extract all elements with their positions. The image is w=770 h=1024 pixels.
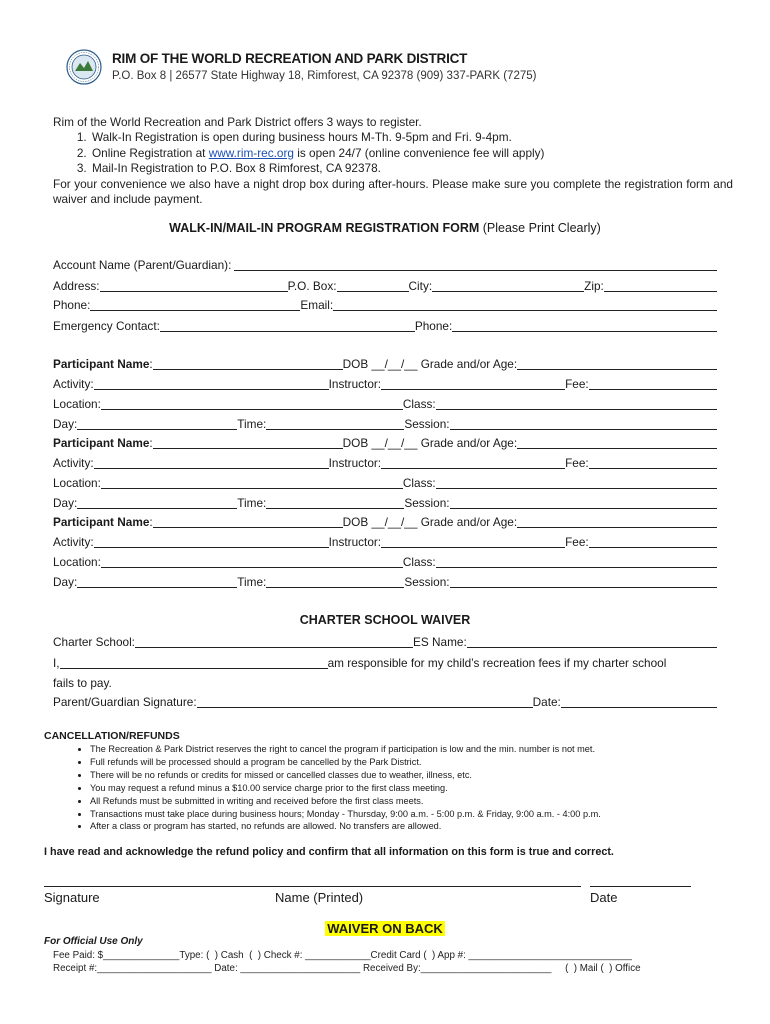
signature-name-line[interactable]	[44, 886, 581, 887]
organization-address: P.O. Box 8 | 26577 State Highway 18, Rimforest, CA 92378 (909) 337-PARK (7275)	[112, 70, 537, 82]
emergency-phone-field[interactable]	[452, 319, 717, 332]
charter-school-row: Charter School: ES Name:	[53, 633, 717, 649]
day-field[interactable]	[77, 496, 237, 509]
grade-age-field[interactable]	[517, 515, 717, 528]
address-row: Address: P.O. Box: City: Zip:	[53, 277, 717, 293]
list-item: • All Refunds must be submitted in writing and received before the first class meets.	[90, 795, 750, 808]
activity-field[interactable]	[94, 535, 329, 548]
district-seal-logo	[66, 49, 102, 85]
participant-3-name-row: Participant Name: DOB __/__/__ Grade and/or Age:	[53, 513, 717, 529]
list-item: • You may request a refund minus a $10.00 service charge prior to the first class meeting.	[90, 782, 750, 795]
participant-2-name-row: Participant Name: DOB __/__/__ Grade and/or Age:	[53, 434, 717, 450]
list-item: • After a class or program has started, no refunds are allowed. No transfers are allowed.	[90, 820, 750, 833]
guardian-name-field[interactable]	[60, 656, 328, 669]
participant-name-field[interactable]	[153, 515, 343, 528]
list-item: 1. Walk-In Registration is open during business hours M-Th. 9-5pm and Fri. 9-4pm.	[90, 130, 733, 145]
participant-2-location-row: Location: Class:	[53, 474, 717, 490]
address-field[interactable]	[100, 279, 288, 292]
intro-text	[53, 115, 733, 207]
list-item: 3. Mail-In Registration to P.O. Box 8 Rimforest, CA 92378.	[90, 161, 733, 176]
participant-1-name-row: Participant Name: DOB __/__/__ Grade and/or Age:	[53, 355, 717, 371]
cancellation-list	[64, 743, 750, 833]
grade-age-field[interactable]	[517, 436, 717, 449]
emergency-contact-field[interactable]	[160, 319, 415, 332]
website-link[interactable]: www.rim-rec.org	[208, 145, 294, 160]
activity-field[interactable]	[94, 377, 329, 390]
fee-field[interactable]	[589, 377, 717, 390]
emergency-contact-row: Emergency Contact: Phone:	[53, 317, 717, 333]
acknowledgement-text: I have read and acknowledge the refund policy and confirm that all information on this form is true and correct.	[44, 846, 614, 858]
list-item: • There will be no refunds or credits for missed or cancelled classes due to weather, illness, etc.	[90, 769, 750, 782]
fee-field[interactable]	[589, 535, 717, 548]
participant-2-activity-row: Activity: Instructor: Fee:	[53, 454, 717, 470]
time-field[interactable]	[266, 575, 404, 588]
instructor-field[interactable]	[381, 456, 565, 469]
time-field[interactable]	[266, 496, 404, 509]
list-item: 2. Online Registration at www.rim-rec.org is open 24/7 (online convenience fee will apply)	[90, 146, 733, 161]
parent-signature-row: Parent/Guardian Signature: Date:	[53, 693, 717, 709]
class-field[interactable]	[436, 476, 717, 489]
signature-label: Signature	[44, 890, 100, 905]
participant-2-day-row: Day: Time: Session:	[53, 494, 717, 510]
cancellation-title: CANCELLATION/REFUNDS	[44, 730, 180, 742]
fee-field[interactable]	[589, 456, 717, 469]
participant-1-activity-row: Activity: Instructor: Fee:	[53, 375, 717, 391]
participant-3-location-row: Location: Class:	[53, 553, 717, 569]
class-field[interactable]	[436, 397, 717, 410]
list-item: • The Recreation & Park District reserves the right to cancel the program if participation is low and the min. number is not met.	[90, 743, 750, 756]
participant-name-field[interactable]	[153, 436, 343, 449]
organization-name: RIM OF THE WORLD RECREATION AND PARK DISTRICT	[112, 51, 468, 66]
activity-field[interactable]	[94, 456, 329, 469]
intro-closing: For your convenience we also have a night drop box during after-hours. Please make sure you complete the registration form and waiver and include payment.	[53, 176, 733, 207]
zip-field[interactable]	[604, 279, 717, 292]
phone-field[interactable]	[90, 298, 300, 311]
official-use-title: For Official Use Only	[44, 936, 143, 947]
waiver-on-back-notice: WAIVER ON BACK	[327, 921, 443, 936]
participant-3-activity-row: Activity: Instructor: Fee:	[53, 533, 717, 549]
list-item: • Full refunds will be processed should a program be cancelled by the Park District.	[90, 756, 750, 769]
charter-school-field[interactable]	[135, 635, 413, 648]
date-label: Date	[590, 890, 618, 905]
session-field[interactable]	[450, 496, 717, 509]
grade-age-field[interactable]	[517, 357, 717, 370]
account-name-row: Account Name (Parent/Guardian):	[53, 256, 717, 272]
name-printed-label: Name (Printed)	[275, 890, 364, 905]
participant-1-day-row: Day: Time: Session:	[53, 415, 717, 431]
es-name-field[interactable]	[467, 635, 717, 648]
class-field[interactable]	[436, 555, 717, 568]
instructor-field[interactable]	[381, 377, 565, 390]
participant-3-day-row: Day: Time: Session:	[53, 573, 717, 589]
fails-to-pay-row: fails to pay.	[53, 676, 112, 690]
location-field[interactable]	[101, 555, 403, 568]
time-field[interactable]	[266, 417, 404, 430]
instructor-field[interactable]	[381, 535, 565, 548]
parent-signature-date-field[interactable]	[561, 695, 717, 708]
list-item: • Transactions must take place during business hours; Monday - Thursday, 9:00 a.m. - 5:00 p.m. & Friday, 9:00 a.m. - 4:00 p.m.	[90, 808, 750, 821]
session-field[interactable]	[450, 575, 717, 588]
phone-email-row: Phone: Email:	[53, 296, 717, 312]
day-field[interactable]	[77, 417, 237, 430]
session-field[interactable]	[450, 417, 717, 430]
intro-lead: Rim of the World Recreation and Park District offers 3 ways to register.	[53, 115, 422, 129]
charter-waiver-title: CHARTER SCHOOL WAIVER	[299, 613, 471, 627]
account-name-field[interactable]	[234, 258, 717, 271]
form-title: WALK-IN/MAIL-IN PROGRAM REGISTRATION FORM (Please Print Clearly)	[169, 221, 601, 235]
registration-methods-list	[53, 130, 733, 176]
responsibility-row: I, am responsible for my child’s recreation fees if my charter school	[53, 656, 667, 670]
location-field[interactable]	[101, 397, 403, 410]
email-field[interactable]	[333, 298, 717, 311]
official-fee-line: Fee Paid: $______________Type: ( ) Cash ( ) Check #: ____________Credit Card ( ) App #: ______________________________	[53, 950, 632, 961]
po-box-field[interactable]	[337, 279, 409, 292]
signature-date-line[interactable]	[590, 886, 691, 887]
participant-name-field[interactable]	[153, 357, 343, 370]
location-field[interactable]	[101, 476, 403, 489]
participant-1-location-row: Location: Class:	[53, 395, 717, 411]
day-field[interactable]	[77, 575, 237, 588]
official-receipt-line: Receipt #:_____________________ Date: ______________________ Received By:________________________ ( ) Mail ( ) Office	[53, 963, 641, 974]
parent-signature-field[interactable]	[197, 695, 533, 708]
city-field[interactable]	[432, 279, 584, 292]
